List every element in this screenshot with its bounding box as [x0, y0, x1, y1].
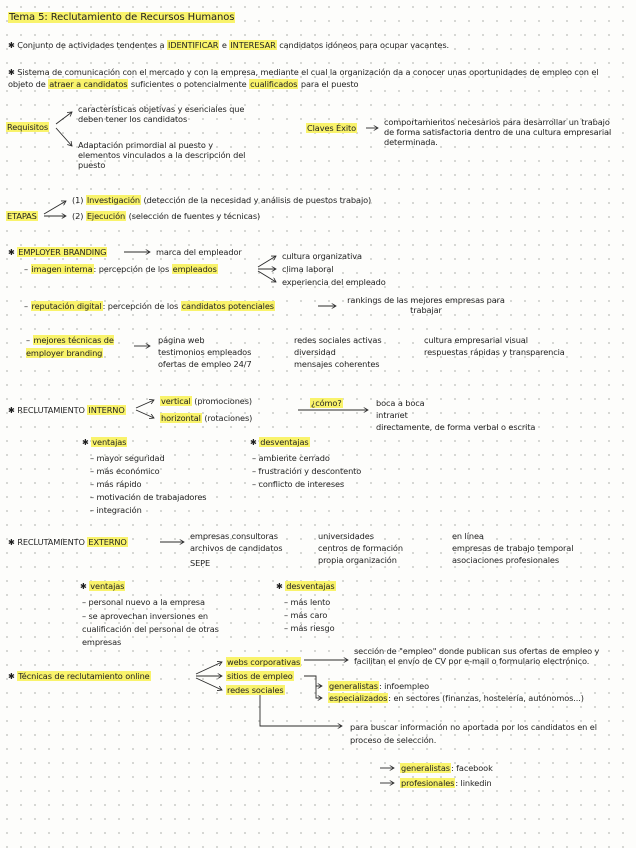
etapa-number: 1 [75, 195, 81, 205]
tecnicas-col3-item: cultura empresarial visual [424, 335, 528, 345]
intro-text: para el puesto [298, 79, 359, 89]
bullet-star-icon: ✱ [250, 437, 260, 447]
externo-col1-item: empresas consultoras [190, 531, 278, 541]
interno-ventaja [90, 453, 165, 463]
externo-col2-item: centros de formación [318, 543, 403, 553]
claves-label-text: Claves Éxito [307, 123, 357, 133]
etapa-number: 2 [75, 211, 81, 221]
imagen-item: cultura organizativa [282, 251, 362, 261]
interno-ventaja [90, 479, 141, 489]
desventaja-text: ambiente cerrado [258, 453, 330, 463]
especializados-text: : en sectores (finanzas, hostelería, autónomos...) [388, 693, 584, 703]
intro-line-1 [8, 40, 449, 50]
ventajas-highlight: ventajas [92, 437, 127, 447]
dash: – [252, 479, 259, 489]
etapas-label-text: ETAPAS [7, 211, 37, 221]
etapa-highlight: Investigación [86, 195, 140, 205]
desventaja-text: más caro [290, 610, 328, 620]
etapa-text: (detección de la necesidad y análisis de puestos trabajo) [143, 195, 372, 205]
page-title [8, 11, 235, 24]
desventaja-text: más lento [290, 597, 331, 607]
interno-vertical [160, 396, 252, 406]
desventajas-highlight: desventajas [286, 581, 335, 591]
vertical-text: (promociones) [194, 396, 252, 406]
tecnicas-col3-item: respuestas rápidas y transparencia [424, 347, 565, 357]
number-circle-icon: ( [72, 211, 76, 221]
etapa-highlight: Ejecución [86, 211, 126, 221]
online-item [226, 685, 285, 695]
dash: – [252, 453, 259, 463]
number-circle-close: ) [80, 195, 86, 205]
ventajas-highlight: ventajas [90, 581, 125, 591]
redes-profesionales-text: : linkedin [455, 778, 492, 788]
employer-branding-label [8, 247, 107, 257]
bullet-star-icon: ✱ [276, 581, 286, 591]
dash: – [90, 492, 97, 502]
dash: – [90, 505, 97, 515]
sitios-generalistas [328, 681, 429, 691]
intro-highlight: cualificados [250, 79, 298, 89]
tecnicas-col1-item: ofertas de empleo 24/7 [158, 359, 252, 369]
imagen-interna [24, 264, 218, 274]
externo-col2-item: universidades [318, 531, 374, 541]
imagen-highlight: empleados [172, 264, 217, 274]
bullet-star-icon: ✱ [8, 67, 18, 77]
dash: – [24, 264, 31, 274]
redes-profesionales [400, 778, 492, 788]
number-circle-icon: ( [72, 195, 76, 205]
desventaja-text: conflicto de intereses [258, 479, 345, 489]
interno-label-text: RECLUTAMIENTO [17, 405, 88, 415]
intro-highlight: INTERESAR [230, 40, 276, 50]
redes-profesionales-highlight: profesionales [401, 778, 455, 788]
reclutamiento-interno-label [8, 405, 126, 415]
requisitos-label [6, 122, 49, 132]
ventaja-text: se aprovechan inversiones en cualificación del personal de otras empresas [82, 611, 219, 647]
como-item: boca a boca [376, 398, 425, 408]
reputacion-highlight: candidatos potenciales [181, 301, 274, 311]
intro-text: Conjunto de actividades tendentes a [17, 40, 167, 50]
reputacion-result: rankings de las mejores empresas para trabajar [347, 295, 505, 315]
dash: – [90, 453, 97, 463]
interno-desventajas-label [250, 437, 310, 447]
intro-text: suficientes o potencialmente [128, 79, 250, 89]
externo-desventaja [284, 610, 327, 620]
reclutamiento-externo-label [8, 537, 128, 547]
externo-desventaja [284, 597, 330, 607]
bullet-star-icon: ✱ [8, 40, 18, 50]
interno-desventaja [252, 453, 330, 463]
bullet-star-icon: ✱ [8, 247, 18, 257]
externo-desventaja [284, 623, 335, 633]
tecnicas-col1-item: página web [158, 335, 205, 345]
desventaja-text: frustración y descontento [258, 466, 362, 476]
redes-generalistas [400, 763, 493, 773]
number-circle-close: ) [80, 211, 86, 221]
desventajas-highlight: desventajas [260, 437, 309, 447]
como-highlight: ¿cómo? [311, 398, 342, 408]
dash: – [252, 466, 259, 476]
dash: – [284, 597, 291, 607]
desventaja-text: más riesgo [290, 623, 335, 633]
externo-highlight: EXTERNO [88, 537, 127, 547]
ventaja-text: mayor seguridad [96, 453, 165, 463]
ventaja-text: más económico [96, 466, 160, 476]
bullet-star-icon: ✱ [8, 537, 18, 547]
interno-ventaja [90, 492, 206, 502]
generalistas-highlight: generalistas [329, 681, 378, 691]
externo-ventaja [82, 610, 242, 649]
dash: – [90, 479, 97, 489]
interno-ventaja [90, 505, 142, 515]
requisitos-item-2: Adaptación primordial al puesto y elementos vinculados a la descripción del puesto [78, 140, 246, 170]
intro-line-2 [8, 66, 626, 90]
sitios-especializados [328, 693, 584, 703]
dash: – [284, 610, 291, 620]
reputacion-highlight: reputación digital [31, 301, 102, 311]
bullet-star-icon: ✱ [8, 405, 18, 415]
ventaja-text: motivación de trabajadores [96, 492, 207, 502]
employer-def: marca del empleador [156, 247, 242, 257]
tecnicas-col1-item: testimonios empleados [158, 347, 252, 357]
etapa-text: (selección de fuentes y técnicas) [128, 211, 261, 221]
requisitos-item-1: características objetivas y esenciales que deben tener los candidatos [78, 104, 245, 124]
ventaja-text: más rápido [96, 479, 142, 489]
vertical-highlight: vertical [161, 396, 191, 406]
reputacion-digital [24, 301, 275, 311]
imagen-highlight: imagen interna [31, 264, 93, 274]
interno-desventaja [252, 466, 361, 476]
imagen-text: : percepción de los [93, 264, 172, 274]
imagen-item: experiencia del empleado [282, 277, 386, 287]
externo-col3-item: empresas de trabajo temporal [452, 543, 574, 553]
employer-label-text: EMPLOYER BRANDING [18, 247, 107, 257]
webs-text: sección de "empleo" donde publican sus ofertas de empleo y facilitan el envío de CV por e-mail o formulario electrónico. [354, 646, 600, 666]
intro-text: e [219, 40, 230, 50]
externo-label-text: RECLUTAMIENTO [17, 537, 88, 547]
reputacion-text: : percepción de los [102, 301, 181, 311]
online-item-text: redes sociales [227, 685, 284, 695]
como-label [310, 398, 343, 408]
tecnicas-col2-item: mensajes coherentes [294, 359, 380, 369]
tecnicas-col2-item: redes sociales activas [294, 335, 382, 345]
redes-generalistas-highlight: generalistas [401, 763, 450, 773]
imagen-item: clima laboral [282, 264, 334, 274]
ventaja-text: personal nuevo a la empresa [88, 597, 205, 607]
online-item-text: webs corporativas [227, 657, 301, 667]
externo-col1-item: archivos de candidatos [190, 543, 283, 553]
online-item-text: sitios de empleo [227, 671, 293, 681]
redes-text: para buscar información no aportada por los candidatos en el proceso de selección. [350, 722, 597, 745]
interno-ventajas-label [82, 437, 127, 447]
dash: – [82, 611, 89, 621]
online-item [226, 671, 294, 681]
bullet-star-icon: ✱ [80, 581, 90, 591]
dash: – [82, 597, 89, 607]
dash: – [26, 335, 33, 345]
redes-generalistas-text: : facebook [450, 763, 493, 773]
especializados-highlight: especializados [329, 693, 388, 703]
externo-col3-item: en línea [452, 531, 484, 541]
etapa-investigacion [72, 195, 371, 205]
externo-ventaja [82, 597, 205, 607]
generalistas-text: : infoempleo [378, 681, 430, 691]
externo-col1-item: SEPE [190, 558, 211, 568]
interno-desventaja [252, 479, 344, 489]
externo-col2-item: propia organización [318, 555, 397, 565]
claves-text: comportamientos necesarios para desarrollar un trabajo de forma satisfactoria dentro de una cultura empresarial determinada. [384, 117, 612, 147]
interno-highlight: INTERNO [88, 405, 125, 415]
claves-label [306, 123, 357, 133]
intro-highlight: atraer a candidatos [49, 79, 128, 89]
como-item: directamente, de forma verbal o escrita [376, 422, 536, 432]
etapas-label [6, 211, 38, 221]
interno-horizontal [160, 413, 252, 423]
dash: – [24, 301, 31, 311]
intro-highlight: IDENTIFICAR [167, 40, 219, 50]
horizontal-highlight: horizontal [161, 413, 201, 423]
title-text: Tema 5: Reclutamiento de Recursos Humanos [9, 12, 235, 23]
requisitos-label-text: Requisitos [7, 122, 49, 132]
externo-col3-item: asociaciones profesionales [452, 555, 560, 565]
como-item: intranet [376, 410, 408, 420]
online-item [226, 657, 301, 667]
etapa-ejecucion [72, 211, 260, 221]
dash: – [90, 466, 97, 476]
externo-desventajas-label [276, 581, 336, 591]
tecnicas-online-label [8, 671, 151, 681]
tecnicas-col2-item: diversidad [294, 347, 336, 357]
bullet-star-icon: ✱ [8, 671, 18, 681]
bullet-star-icon: ✱ [82, 437, 92, 447]
dash: – [284, 623, 291, 633]
externo-ventajas-label [80, 581, 125, 591]
online-label-text: Técnicas de reclutamiento online [18, 671, 150, 681]
mejores-tecnicas-label [26, 334, 132, 360]
ventaja-text: integración [96, 505, 142, 515]
intro-text: candidatos idóneos para ocupar vacantes. [276, 40, 450, 50]
interno-ventaja [90, 466, 160, 476]
horizontal-text: (rotaciones) [204, 413, 253, 423]
tecnicas-highlight: mejores técnicas de employer branding [26, 335, 114, 358]
intro-text: Sistema de comunicación con el mercado y con la empresa, mediante el cual la organización da a conocer unas oportunidades de empleo con el objeto de [8, 67, 599, 89]
